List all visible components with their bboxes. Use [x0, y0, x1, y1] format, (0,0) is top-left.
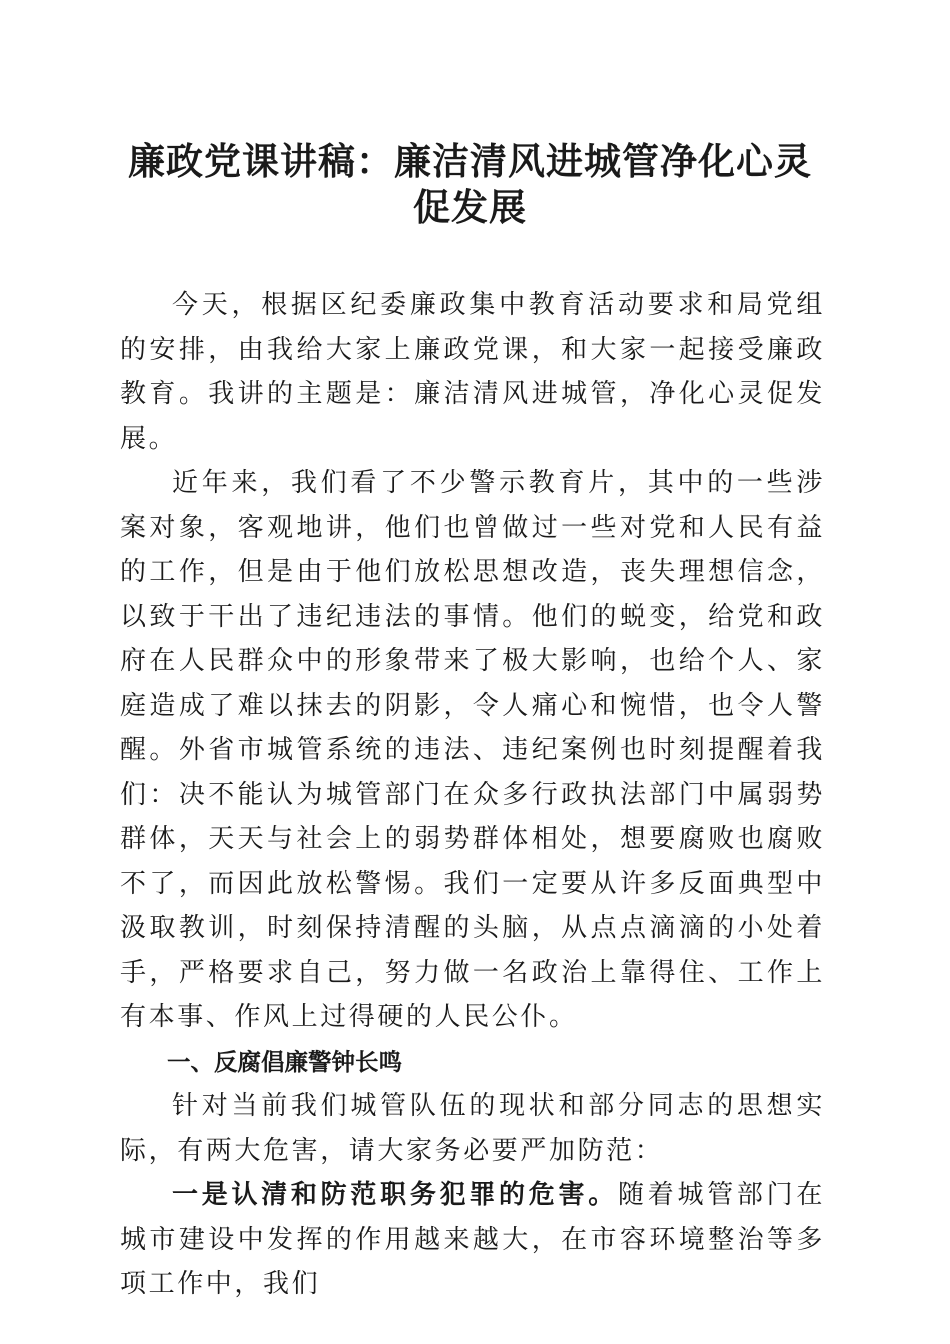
section-intro-paragraph: 针对当前我们城管队伍的现状和部分同志的思想实际，有两大危害，请大家务必要严加防范：: [120, 1091, 825, 1166]
section-heading: 一、反腐倡廉警钟长鸣: [167, 1047, 402, 1076]
point-one-text: 随着城管部门在城市建设中发挥的作用越来越大，在市容环境整治等多项工作中，我们: [120, 1180, 825, 1299]
point-one-paragraph: [120, 1173, 825, 1307]
point-one-lead: 一是认清和防范职务犯罪的危害。: [172, 1180, 618, 1210]
document-body: [120, 283, 825, 1307]
document-title: 廉政党课讲稿：廉洁清风进城管净化心灵促发展: [128, 139, 812, 229]
intro-paragraph: 今天，根据区纪委廉政集中教育活动要求和局党组的安排，由我给大家上廉政党课，和大家一起接受廉政教育。我讲的主题是：廉洁清风进城管，净化心灵促发展。: [120, 290, 825, 454]
warning-paragraph: 近年来，我们看了不少警示教育片，其中的一些涉案对象，客观地讲，他们也曾做过一些对党和人民有益的工作，但是由于他们放松思想改造，丧失理想信念，以致于干出了违纪违法的事情。他们的蜕变，给党和政府在人民群众中的形象带来了极大影响，也给个人、家庭造成了难以抹去的阴影，令人痛心和惋惜，也令人警醒。外省市城管系统的违法、违纪案例也时刻提醒着我们：决不能认为城管部门在众多行政执法部门中属弱势群体，天天与社会上的弱势群体相处，想要腐败也腐败不了，而因此放松警惕。我们一定要从许多反面典型中汲取教训，时刻保持清醒的头脑，从点点滴滴的小处着手，严格要求自己，努力做一名政治上靠得住、工作上有本事、作风上过得硬的人民公仆。: [120, 468, 825, 1032]
